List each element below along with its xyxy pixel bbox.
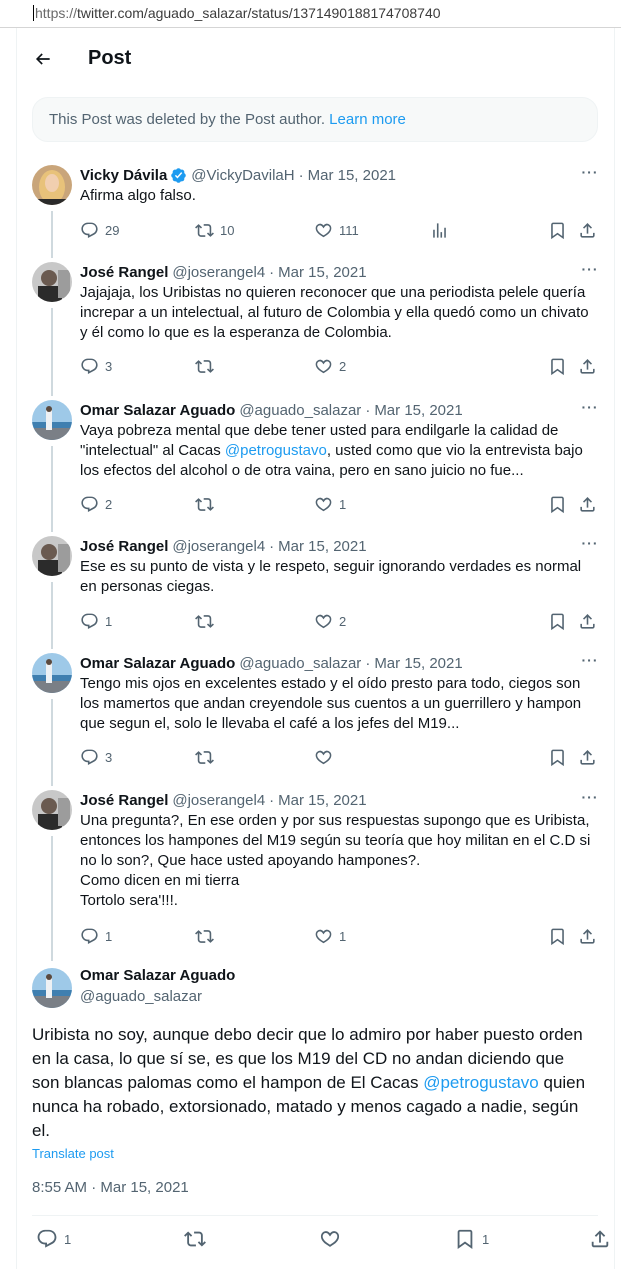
author-handle[interactable]: @aguado_salazar	[80, 988, 202, 1005]
reply-icon	[80, 221, 99, 240]
separator-dot: ·	[365, 654, 371, 672]
post-text-part: quien nunca ha robado, extorsionado, matado y menos cagado a nadie, según el.	[32, 1073, 586, 1140]
separator-dot: ·	[269, 791, 275, 809]
post-action-bar	[80, 355, 600, 377]
arrow-left-icon	[33, 49, 53, 69]
reply-count: 1	[105, 928, 113, 944]
repost-button[interactable]	[195, 219, 234, 241]
author-handle[interactable]: @joserangel4	[172, 537, 266, 555]
post-action-bar	[80, 219, 600, 241]
post-action-bar	[80, 925, 600, 947]
post-header	[80, 165, 396, 185]
bookmark-icon	[548, 748, 567, 767]
post-date[interactable]: Mar 15, 2021	[307, 166, 396, 184]
post-text	[80, 283, 600, 343]
reply-post[interactable]	[17, 165, 614, 249]
post-timestamp[interactable]: 8:55 AM · Mar 15, 2021	[32, 1179, 189, 1196]
bookmark-button[interactable]	[548, 746, 567, 768]
reply-post[interactable]	[17, 790, 614, 955]
repost-button[interactable]	[195, 746, 220, 768]
author-handle[interactable]: @joserangel4	[172, 263, 266, 281]
repost-icon	[195, 221, 214, 240]
like-button[interactable]	[314, 925, 346, 947]
deleted-post-notice	[32, 97, 598, 142]
repost-icon	[195, 495, 214, 514]
post-header	[80, 790, 367, 810]
separator-dot: ·	[298, 166, 304, 184]
more-options-button[interactable]	[580, 652, 600, 671]
reply-count: 29	[105, 222, 120, 238]
separator-dot: ·	[269, 537, 275, 555]
views-button[interactable]	[430, 219, 449, 241]
post-text	[80, 421, 600, 481]
post-text	[80, 674, 600, 734]
post-header	[80, 400, 463, 420]
translate-post-link[interactable]: Translate post	[32, 1146, 114, 1161]
like-count: 2	[339, 613, 347, 629]
reply-icon	[80, 927, 99, 946]
like-button[interactable]	[319, 1228, 341, 1250]
repost-count: 10	[220, 222, 235, 238]
post-text	[80, 811, 600, 911]
author-handle[interactable]: @VickyDavilaH	[191, 166, 295, 184]
post-action-bar	[80, 610, 600, 632]
reply-icon	[80, 495, 99, 514]
views-icon	[430, 221, 449, 240]
mention-link[interactable]: @petrogustavo	[224, 442, 327, 459]
bookmark-button[interactable]	[548, 610, 567, 632]
bookmark-button[interactable]	[454, 1228, 489, 1250]
like-button[interactable]	[314, 493, 346, 515]
reply-button[interactable]	[80, 355, 112, 377]
post-header	[80, 653, 463, 673]
avatar[interactable]	[32, 968, 72, 1008]
like-count: 1	[339, 928, 347, 944]
repost-button[interactable]	[195, 493, 220, 515]
share-icon	[578, 221, 597, 240]
browser-address-bar[interactable]	[0, 0, 621, 28]
heart-icon	[314, 748, 333, 767]
mention-link[interactable]: @petrogustavo	[423, 1073, 539, 1092]
avatar[interactable]	[32, 790, 72, 830]
reply-icon	[36, 1228, 58, 1250]
share-button[interactable]	[578, 925, 597, 947]
author-handle[interactable]: @aguado_salazar	[239, 654, 362, 672]
bookmark-icon	[548, 357, 567, 376]
post-text-part: Tengo mis ojos en excelentes estado y el oído presto para todo, ciegos son los mamertos que andan creyendole sus cuentos a un guerrillero y hampon que segun el, solo le llevaba el café a los jefes del M19...	[80, 675, 586, 732]
like-count: 2	[339, 358, 347, 374]
heart-icon	[314, 357, 333, 376]
share-icon	[578, 612, 597, 631]
thread-connector	[51, 211, 53, 258]
like-count: 1	[339, 496, 347, 512]
more-icon: ···	[581, 261, 599, 277]
more-icon: ···	[581, 164, 599, 180]
post-date[interactable]: Mar 15, 2021	[278, 263, 367, 281]
reply-count: 1	[64, 1231, 72, 1247]
avatar[interactable]	[32, 165, 72, 205]
repost-button[interactable]	[195, 610, 220, 632]
more-options-button[interactable]	[580, 789, 600, 808]
repost-icon	[195, 357, 214, 376]
thread-connector	[51, 699, 53, 786]
post-text	[80, 186, 600, 206]
more-options-button[interactable]	[580, 399, 600, 418]
reply-button[interactable]	[80, 746, 112, 768]
heart-icon	[319, 1228, 341, 1250]
bookmark-icon	[548, 221, 567, 240]
verified-badge-icon	[170, 167, 187, 184]
reply-count: 1	[105, 613, 113, 629]
reply-button[interactable]	[80, 219, 119, 241]
repost-icon	[195, 748, 214, 767]
more-options-button[interactable]	[580, 164, 600, 183]
heart-icon	[314, 927, 333, 946]
separator-dot: ·	[269, 263, 275, 281]
reply-count: 3	[105, 358, 113, 374]
post-header	[80, 536, 367, 556]
author-name[interactable]: Vicky Dávila	[80, 166, 168, 184]
heart-icon	[314, 612, 333, 631]
deleted-notice-text: This Post was deleted by the Post author.	[49, 111, 325, 128]
heart-icon	[314, 495, 333, 514]
thread-connector	[51, 446, 53, 532]
post-text-part: Vaya pobreza mental que debe tener usted para endilgarle la calidad de "intelectual" al Cacas	[80, 422, 563, 459]
post-date[interactable]: Mar 15, 2021	[374, 654, 463, 672]
post-action-bar	[80, 746, 600, 768]
avatar[interactable]	[32, 536, 72, 576]
share-button[interactable]	[578, 493, 597, 515]
post-action-bar	[32, 1228, 598, 1252]
reply-post[interactable]	[17, 400, 614, 523]
like-count: 111	[339, 222, 359, 238]
post-header	[80, 262, 367, 282]
author-name[interactable]: José Rangel	[80, 791, 169, 809]
reply-post[interactable]	[17, 653, 614, 776]
share-button[interactable]	[578, 355, 597, 377]
post-text-part: Ese es su punto de vista y le respeto, seguir ignorando verdades es normal en personas ciegas.	[80, 558, 586, 595]
reply-button[interactable]	[36, 1228, 71, 1250]
share-button[interactable]	[578, 610, 597, 632]
repost-icon	[195, 612, 214, 631]
more-icon: ···	[581, 399, 599, 415]
post-date[interactable]: Mar 15, 2021	[374, 401, 463, 419]
reply-button[interactable]	[80, 610, 112, 632]
thread-connector	[51, 836, 53, 961]
back-button[interactable]	[30, 46, 56, 72]
bookmark-icon	[548, 927, 567, 946]
reply-icon	[80, 612, 99, 631]
more-icon: ···	[581, 535, 599, 551]
author-name[interactable]: Omar Salazar Aguado	[80, 967, 236, 984]
bookmark-button[interactable]	[548, 355, 567, 377]
reply-post[interactable]	[17, 536, 614, 640]
share-button[interactable]	[578, 746, 597, 768]
url-text[interactable]	[35, 5, 441, 21]
author-handle[interactable]: @joserangel4	[172, 791, 266, 809]
share-icon	[578, 748, 597, 767]
reply-icon	[80, 357, 99, 376]
like-button[interactable]	[314, 746, 339, 768]
separator-dot: ·	[365, 401, 371, 419]
url-scheme: https://	[35, 5, 78, 21]
post-text-part: Jajajaja, los Uribistas no quieren reconocer que una periodista pelele quería increpar a un intelectual, al futuro de Colombia y ella quedó como un chivato y él como lo que es la esperanza de Colombia.	[80, 284, 593, 341]
author-name[interactable]: José Rangel	[80, 263, 169, 281]
avatar[interactable]	[32, 400, 72, 440]
more-icon: ···	[581, 789, 599, 805]
share-icon	[578, 927, 597, 946]
bookmark-button[interactable]	[548, 219, 567, 241]
repost-button[interactable]	[184, 1228, 206, 1250]
post-text-part: Uribista no soy, aunque debo decir que lo admiro por haber puesto orden en la casa, lo que sí se, es que los M19 del CD no andan diciendo que son blancas palomas como el hampon de El Cacas	[32, 1025, 583, 1092]
bookmark-icon	[548, 612, 567, 631]
share-icon	[589, 1228, 611, 1250]
author-name[interactable]: José Rangel	[80, 537, 169, 555]
reply-button[interactable]	[80, 493, 112, 515]
share-icon	[578, 357, 597, 376]
post-text-part: , usted como que vio la entrevista bajo los efectos del alcohol o de otra vaina, pero en sano juicio no fue...	[80, 442, 587, 479]
like-button[interactable]	[314, 610, 346, 632]
more-icon: ···	[581, 652, 599, 668]
bookmark-icon	[454, 1228, 476, 1250]
post-action-bar	[80, 493, 600, 515]
post-date[interactable]: Mar 15, 2021	[278, 791, 367, 809]
like-button[interactable]	[314, 219, 359, 241]
reply-count: 2	[105, 496, 113, 512]
like-button[interactable]	[314, 355, 346, 377]
heart-icon	[314, 221, 333, 240]
repost-button[interactable]	[195, 355, 220, 377]
reply-icon	[80, 748, 99, 767]
learn-more-link[interactable]: Learn more	[329, 111, 406, 128]
reply-count: 3	[105, 749, 113, 765]
reply-button[interactable]	[80, 925, 112, 947]
text-cursor	[33, 5, 34, 21]
bookmark-icon	[548, 495, 567, 514]
share-button[interactable]	[589, 1228, 611, 1250]
author-name[interactable]: Omar Salazar Aguado	[80, 401, 236, 419]
bookmark-count: 1	[482, 1231, 490, 1247]
share-icon	[578, 495, 597, 514]
post-text-part: Afirma algo falso.	[80, 187, 196, 204]
bookmark-button[interactable]	[548, 493, 567, 515]
post-text	[80, 557, 600, 597]
post-date[interactable]: Mar 15, 2021	[278, 537, 367, 555]
post-text-part: Una pregunta?, En ese orden y por sus respuestas supongo que es Uribista, entonces los hampones del M19 según su teoría que hoy militan en el C.D si no lo son?, Que hace usted apoyando hampones?. Como dicen en mi tierra Tortolo sera'!!!.	[80, 812, 591, 909]
avatar[interactable]	[32, 653, 72, 693]
page-header	[16, 28, 615, 90]
share-button[interactable]	[578, 219, 597, 241]
avatar[interactable]	[32, 262, 72, 302]
page-title: Post	[88, 47, 132, 69]
author-handle[interactable]: @aguado_salazar	[239, 401, 362, 419]
repost-icon	[184, 1228, 206, 1250]
url-path: twitter.com/aguado_salazar/status/1371490188174708740	[77, 5, 441, 21]
repost-icon	[195, 927, 214, 946]
more-options-button[interactable]	[580, 261, 600, 280]
post-text	[32, 1023, 592, 1143]
thread-connector	[51, 308, 53, 396]
divider	[32, 1215, 598, 1216]
bookmark-button[interactable]	[548, 925, 567, 947]
thread-connector	[51, 582, 53, 649]
more-options-button[interactable]	[580, 535, 600, 554]
author-name[interactable]: Omar Salazar Aguado	[80, 654, 236, 672]
repost-button[interactable]	[195, 925, 220, 947]
reply-post[interactable]	[17, 262, 614, 385]
